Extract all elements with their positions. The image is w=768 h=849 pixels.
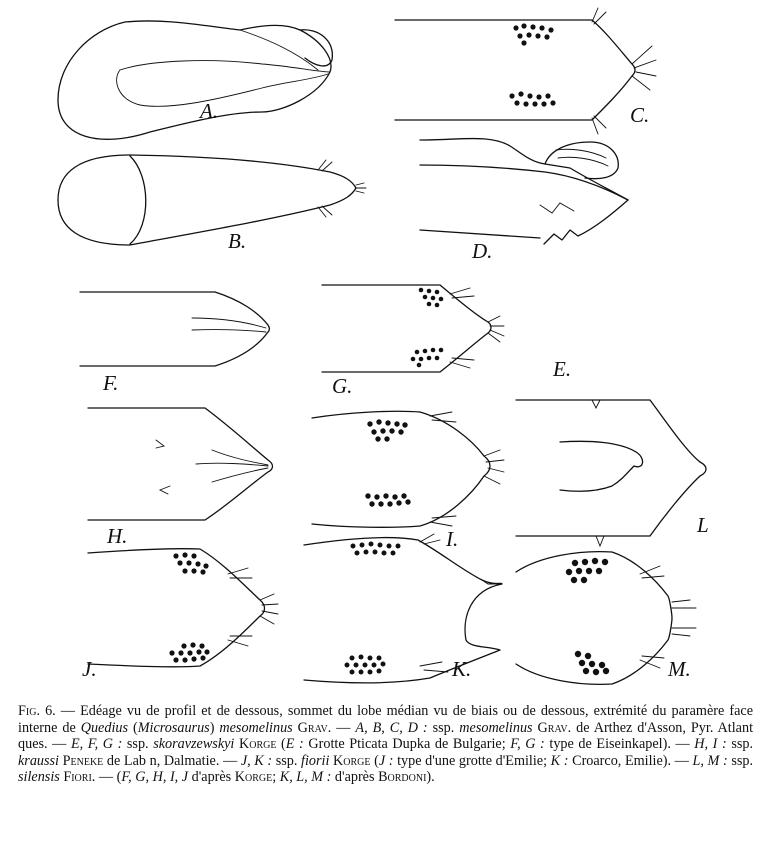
- caption-segment: (: [276, 736, 286, 753]
- caption-segment: de Arthez d'Asson, Pyr. Atlant ques. —: [18, 719, 754, 753]
- setae-c-upper: [513, 23, 553, 45]
- drawing-c: [395, 8, 656, 134]
- drawing-b: [58, 155, 366, 253]
- caption-segment: (: [128, 719, 138, 736]
- caption-segment: ssp.: [727, 752, 754, 769]
- drawing-i: [312, 411, 504, 551]
- caption-figure-refs: A, B, C, D :: [355, 719, 428, 736]
- label-c: C.: [630, 103, 650, 127]
- caption-segment: ssp.: [726, 736, 754, 753]
- caption-segment: type d'une grotte d'Emilie;: [393, 752, 551, 769]
- caption-subspecies: fiorii: [301, 752, 330, 769]
- label-e: E.: [553, 357, 572, 381]
- caption-figure-refs: H, I :: [694, 736, 727, 753]
- caption-subspecies: kraussi: [18, 752, 59, 769]
- caption-segment: d'après: [331, 769, 379, 786]
- label-g: G.: [332, 374, 353, 398]
- figure-caption: [18, 703, 753, 786]
- label-k: K.: [452, 657, 472, 681]
- caption-figure-refs: K, L, M :: [279, 769, 332, 786]
- caption-subspecies: mesomelinus: [459, 719, 533, 736]
- caption-author: Fiori.: [63, 769, 96, 786]
- caption-segment: de Lab n, Dalmatie. —: [103, 752, 241, 769]
- label-i: I.: [446, 527, 459, 551]
- setae-m-lower: [575, 651, 609, 675]
- caption-figure-refs: L, M :: [692, 752, 728, 769]
- setae-j-lower: [169, 642, 209, 662]
- setae-c-lower: [509, 91, 555, 106]
- label-d: D.: [472, 239, 493, 263]
- caption-figure-refs: F, G, H, I, J: [121, 769, 189, 786]
- caption-segment: —: [331, 719, 356, 736]
- caption-segment: type de Eiseinkapel). —: [544, 736, 695, 753]
- label-b: B.: [228, 229, 247, 253]
- caption-species: mesomelinus: [219, 719, 293, 736]
- caption-segment: ).: [426, 769, 435, 786]
- label-l: L: [697, 513, 709, 537]
- caption-segment: d'après: [188, 769, 235, 786]
- caption-subgenus: Microsaurus: [137, 719, 210, 736]
- label-m: M.: [668, 657, 691, 681]
- drawing-m: [516, 552, 696, 685]
- caption-segment: ;: [272, 769, 280, 786]
- caption-author: Grav.: [537, 719, 572, 736]
- setae-g-upper: [419, 288, 444, 308]
- caption-author: Korge: [238, 736, 277, 753]
- caption-figure-refs: E :: [285, 736, 304, 753]
- caption-subspecies: silensis: [18, 769, 60, 786]
- caption-subspecies: skoravzewskyi: [153, 736, 235, 753]
- drawing-d: [420, 139, 628, 264]
- caption-segment: Croarco, Emilie). —: [568, 752, 693, 769]
- caption-author: Bordoni: [378, 769, 427, 786]
- caption-segment: (: [370, 752, 379, 769]
- setae-g-lower: [411, 348, 444, 368]
- setae-i-lower: [365, 493, 410, 506]
- caption-author: Korge: [333, 752, 371, 769]
- setae-k-upper: [351, 542, 401, 556]
- caption-segment: ssp.: [122, 736, 154, 753]
- caption-author: Grav.: [297, 719, 332, 736]
- caption-segment: Grotte Pticata Dupka de Bulgarie;: [303, 736, 511, 753]
- setae-m-upper: [566, 558, 608, 583]
- drawing-j: [82, 549, 278, 681]
- caption-figure-refs: K :: [550, 752, 569, 769]
- caption-segment: ssp.: [427, 719, 460, 736]
- drawing-h: [88, 408, 273, 548]
- drawing-l: [516, 400, 709, 546]
- label-a: A.: [200, 99, 219, 123]
- caption-figure-refs: J, K :: [240, 752, 273, 769]
- setae-k-lower: [345, 655, 386, 675]
- setae-j-upper: [173, 552, 208, 574]
- caption-author: Peneke: [62, 752, 104, 769]
- caption-figure-refs: F, G :: [510, 736, 545, 753]
- caption-segment: ssp.: [272, 752, 302, 769]
- caption-figure-refs: E, F, G :: [70, 736, 123, 753]
- caption-figure-number: Fig. 6.: [18, 703, 56, 719]
- caption-genus: Quedius: [80, 719, 129, 736]
- caption-text: [18, 703, 753, 786]
- caption-segment: — Edéage vu de profil et de dessous, sommet du lobe médian vu de biais ou de dessous, extrémité du paramère face interne de: [18, 703, 753, 736]
- drawing-f: [80, 292, 270, 395]
- drawing-k: [304, 534, 502, 683]
- caption-segment: ): [209, 719, 220, 736]
- caption-segment: — (: [95, 769, 122, 786]
- label-f: F.: [103, 371, 119, 395]
- drawing-a: [58, 21, 332, 139]
- drawing-g: [322, 285, 504, 398]
- caption-figure-refs: J :: [378, 752, 394, 769]
- setae-i-upper: [367, 419, 407, 441]
- caption-author: Korge: [234, 769, 273, 786]
- label-j: J.: [82, 657, 97, 681]
- label-h: H.: [107, 524, 128, 548]
